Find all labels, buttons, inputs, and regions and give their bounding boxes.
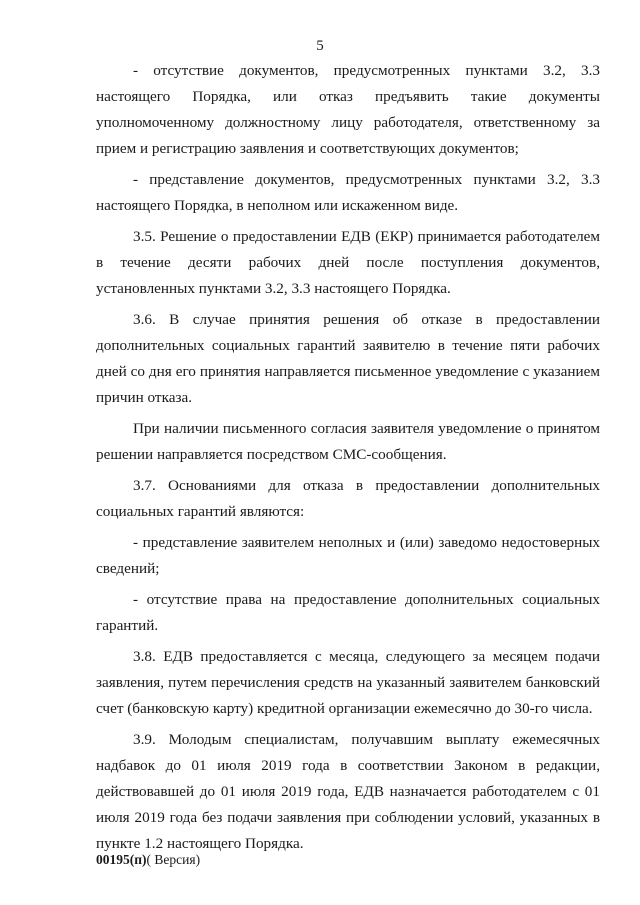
paragraph-3-8: 3.8. ЕДВ предоставляется с месяца, следующего за месяцем подачи заявления, путем перечисления средств на указанный заявителем банковский счет (банковскую карту) кредитной организации ежемесячно до 30-го числа.	[96, 648, 600, 717]
paragraph-incomplete-documents: - представление документов, предусмотренных пунктами 3.2, 3.3 настоящего Порядка, в неполном или искаженном виде.	[96, 171, 600, 214]
paragraph-3-5: 3.5. Решение о предоставлении ЕДВ (ЕКР) принимается работодателем в течение десяти рабочих дней после поступления документов, установленных пунктами 3.2, 3.3 настоящего Порядка.	[96, 228, 600, 297]
paragraph-3-9: 3.9. Молодым специалистам, получавшим выплату ежемесячных надбавок до 01 июля 2019 года в соответствии Законом в редакции, действовавшей до 01 июля 2019 года, ЕДВ назначается работодателем с 01 июля 2019 года без подачи заявления при соблюдении условий, указанных в пункте 1.2 настоящего Порядка.	[96, 731, 600, 852]
paragraph-3-6: 3.6. В случае принятия решения об отказе в предоставлении дополнительных социальных гарантий заявителю в течение пяти рабочих дней со дня его принятия направляется письменное уведомление с указанием причин отказа.	[96, 311, 600, 406]
paragraph-no-right: - отсутствие права на предоставление дополнительных социальных гарантий.	[96, 591, 600, 634]
page-number: 5	[316, 38, 324, 54]
paragraph-missing-documents: - отсутствие документов, предусмотренных пунктами 3.2, 3.3 настоящего Порядка, или отказ предъявить такие документы уполномоченному должностному лицу работодателя, ответственному за прием и регистрацию заявления и соответствующих документов;	[96, 62, 600, 157]
paragraph-sms-notice: При наличии письменного согласия заявителя уведомление о принятом решении направляется посредством СМС-сообщения.	[96, 420, 600, 463]
footer-version: ( Версия)	[146, 852, 201, 867]
paragraph-3-7: 3.7. Основаниями для отказа в предоставлении дополнительных социальных гарантий являются:	[96, 477, 600, 520]
document-body	[96, 58, 600, 857]
document-footer-code	[96, 852, 200, 868]
footer-code: 00195(п)	[96, 852, 147, 867]
paragraph-false-info: - представление заявителем неполных и (или) заведомо недостоверных сведений;	[96, 534, 600, 577]
